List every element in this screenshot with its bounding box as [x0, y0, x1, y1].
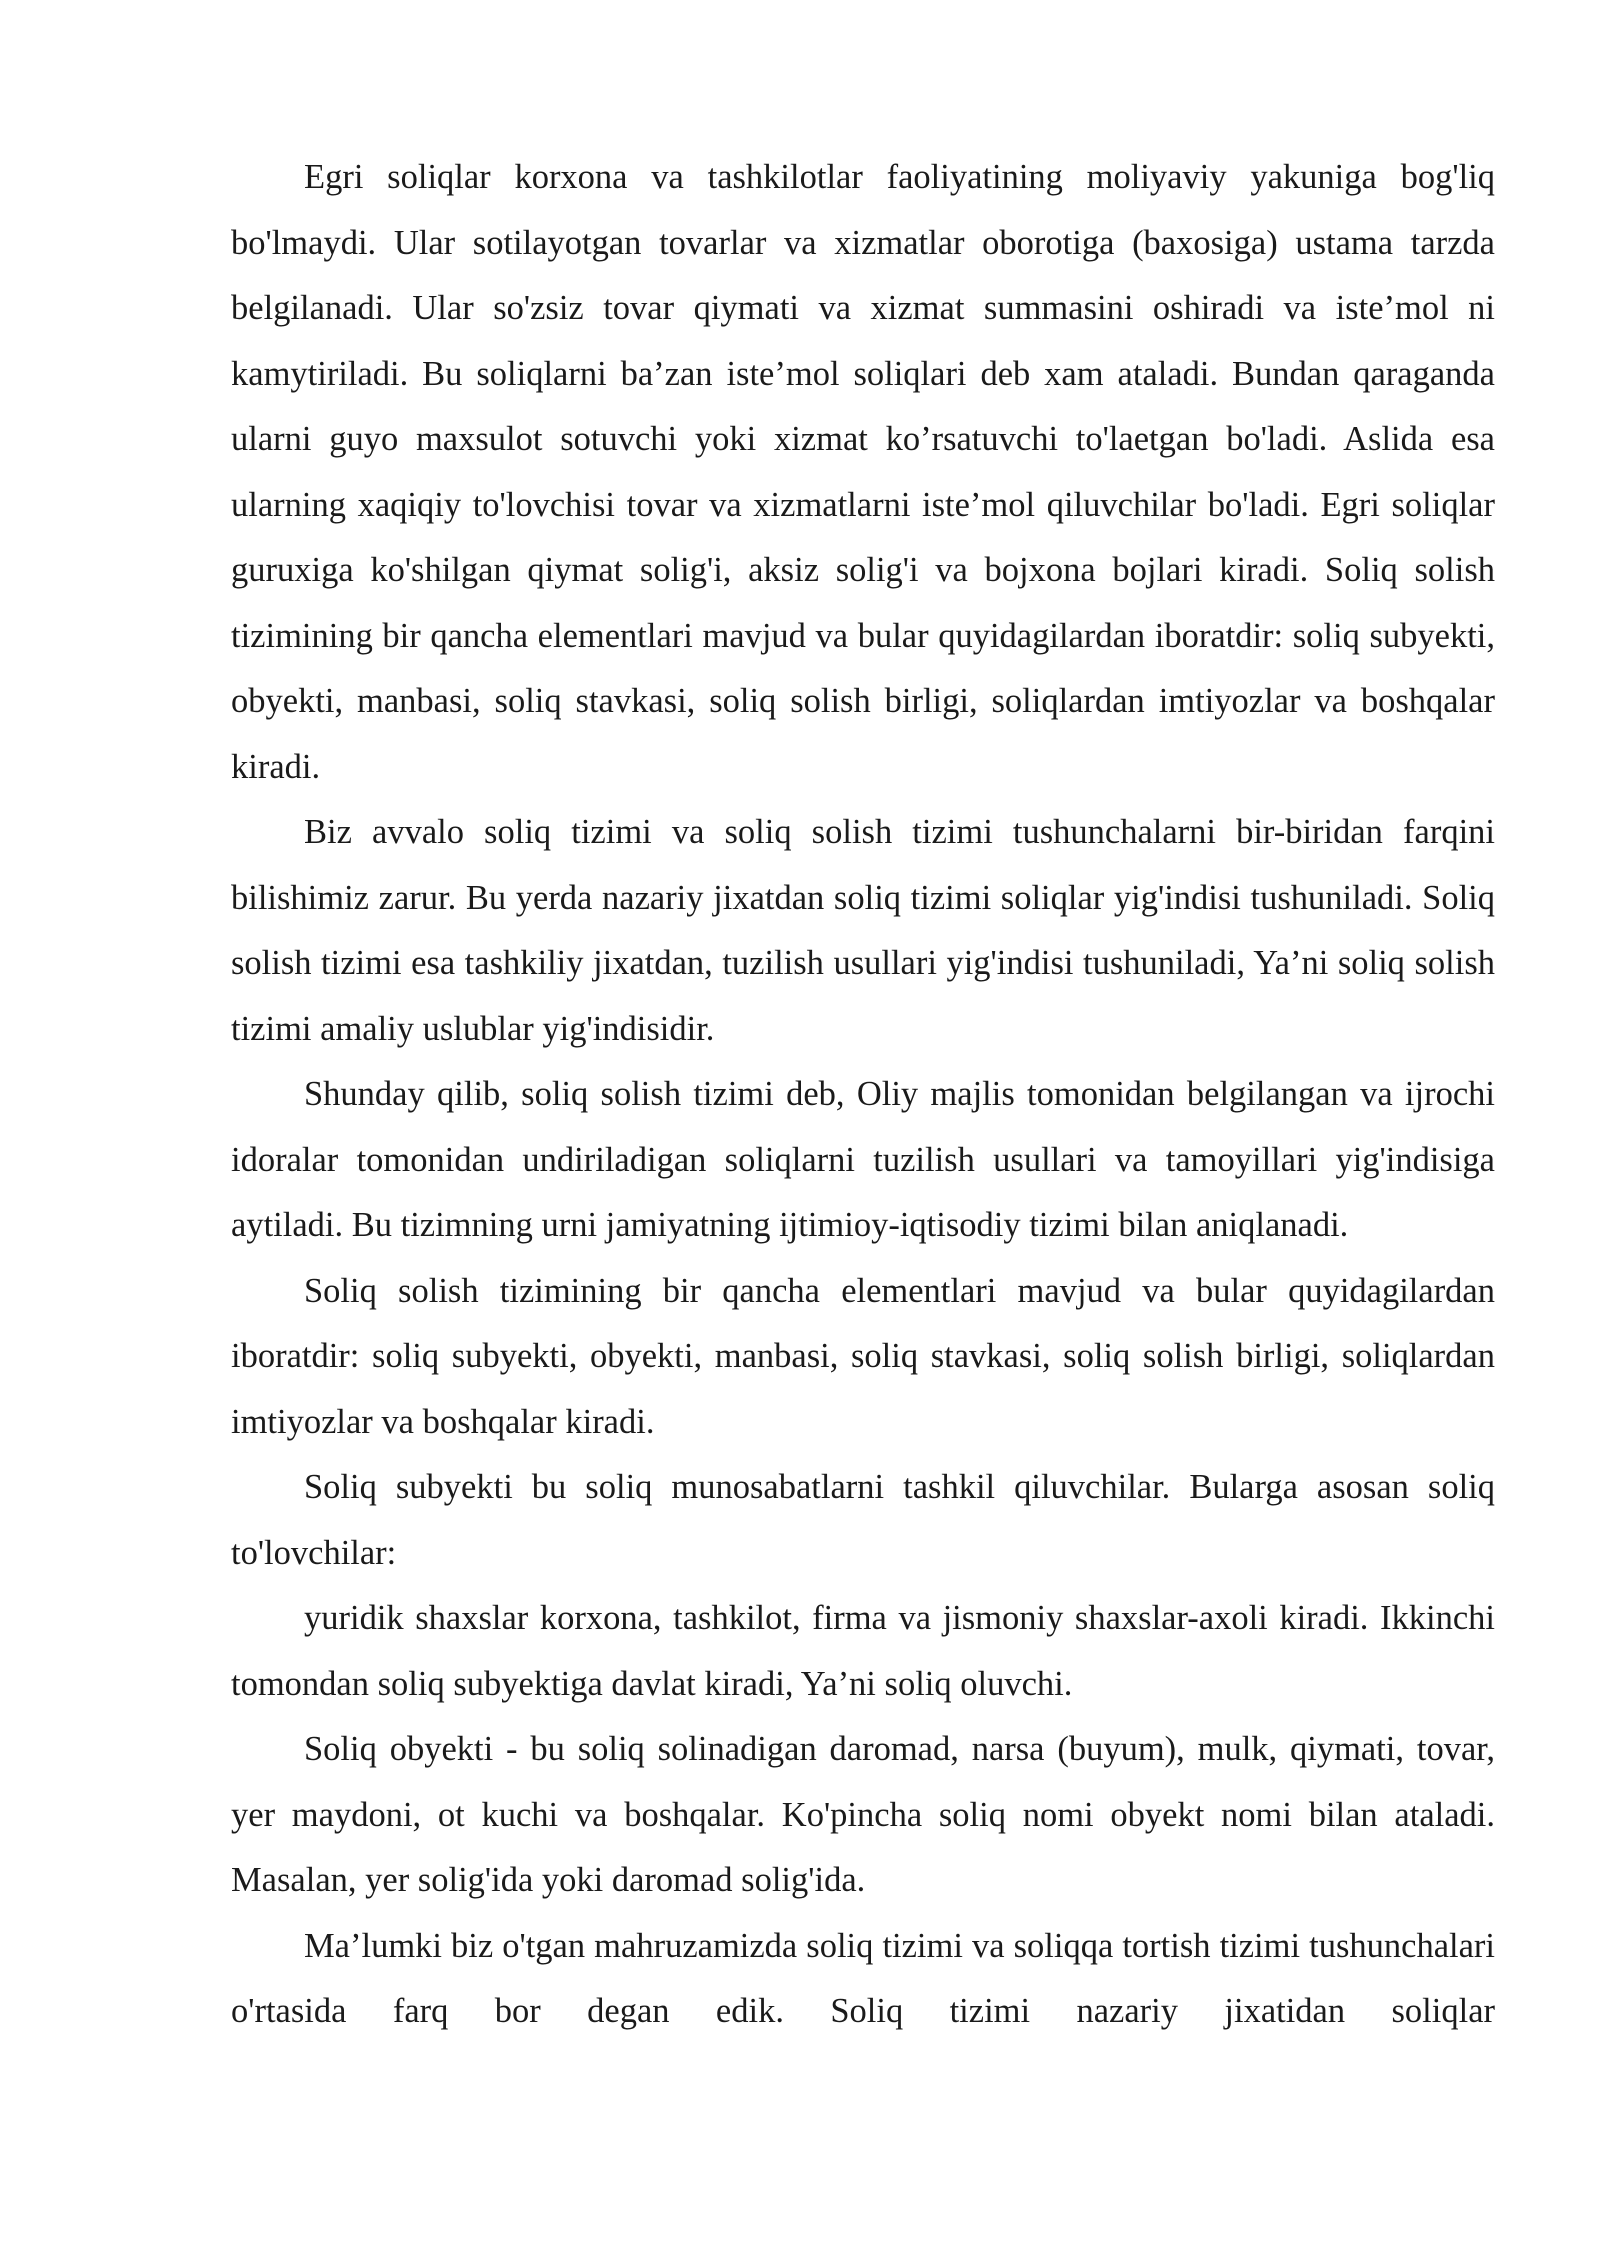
- paragraph-taxation-elements: Soliq solish tizimining bir qancha elementlari mavjud va bular quyidagilardan iboratdir: soliq subyekti, obyekti, manbasi, soliq stavkasi, soliq solish birligi, soliqlardan imtiyozlar va boshqalar kiradi.: [231, 1271, 1495, 1441]
- paragraph-tax-subject: Soliq subyekti bu soliq munosabatlarni tashkil qiluvchilar. Bularga asosan soliq to'lovchilar:: [231, 1468, 1495, 1572]
- paragraph-tax-object: Soliq obyekti - bu soliq solinadigan daromad, narsa (buyum), mulk, qiymati, tovar, yer maydoni, ot kuchi va boshqalar. Ko'pincha soliq nomi obyekt nomi bilan ataladi. Masalan, yer solig'ida yoki daromad solig'ida.: [231, 1730, 1495, 1899]
- paragraph-indirect-taxes: Egri soliqlar korxona va tashkilotlar faoliyatining moliyaviy yakuniga bog'liq bo'lmaydi. Ular sotilayotgan tovarlar va xizmatlar oborotiga (baxosiga) ustama tarzda belgilanadi. Ular so'zsiz tovar qiymati va xizmat summasini oshiradi va iste’mol ni kamytiriladi. Bu soliqlarni ba’zan iste’mol soliqlari deb xam ataladi. Bundan qaraganda ularni guyo maxsulot sotuvchi yoki xizmat ko’rsatuvchi to'laetgan bo'ladi. Aslida esa ularning xaqiqiy to'lovchisi tovar va xizmatlarni iste’mol qiluvchilar bo'ladi. Egri soliqlar guruxiga ko'shilgan qiymat solig'i, aksiz solig'i va bojxona bojlari kiradi. Soliq solish tizimining bir qancha elementlari mavjud va bular quyidagilardan iboratdir: soliq subyekti, obyekti, manbasi, soliq stavkasi, soliq solish birligi, soliqlardan imtiyozlar va boshqalar kiradi.: [231, 158, 1495, 786]
- paragraph-tax-system-difference: Ma’lumki biz o'tgan mahruzamizda soliq tizimi va soliqqa tortish tizimi tushunchalari o'rtasida farq bor degan edik. Soliq tizimi nazariy jixatidan soliqlar: [231, 1926, 1495, 2030]
- paragraph-taxpayers: yuridik shaxslar korxona, tashkilot, firma va jismoniy shaxslar-axoli kiradi. Ikkinchi tomondan soliq subyektiga davlat kiradi, Ya’ni soliq oluvchi.: [231, 1599, 1495, 1703]
- paragraph-tax-system-concepts: Biz avvalo soliq tizimi va soliq solish tizimi tushunchalarni bir-biridan farqini bilishimiz zarur. Bu yerda nazariy jixatdan soliq tizimi soliqlar yig'indisi tushuniladi. Soliq solish tizimi esa tashkiliy jixatdan, tuzilish usullari yig'indisi tushuniladi, Ya’ni soliq solish tizimi amaliy uslublar yig'indisidir.: [231, 813, 1495, 1048]
- paragraph-taxation-system-definition: Shunday qilib, soliq solish tizimi deb, Oliy majlis tomonidan belgilangan va ijrochi idoralar tomonidan undiriladigan soliqlarni tuzilish usullari va tamoyillari yig'indisiga aytiladi. Bu tizimning urni jamiyatning ijtimioy-iqtisodiy tizimi bilan aniqlanadi.: [231, 1075, 1495, 1244]
- document-page: [231, 145, 1495, 2045]
